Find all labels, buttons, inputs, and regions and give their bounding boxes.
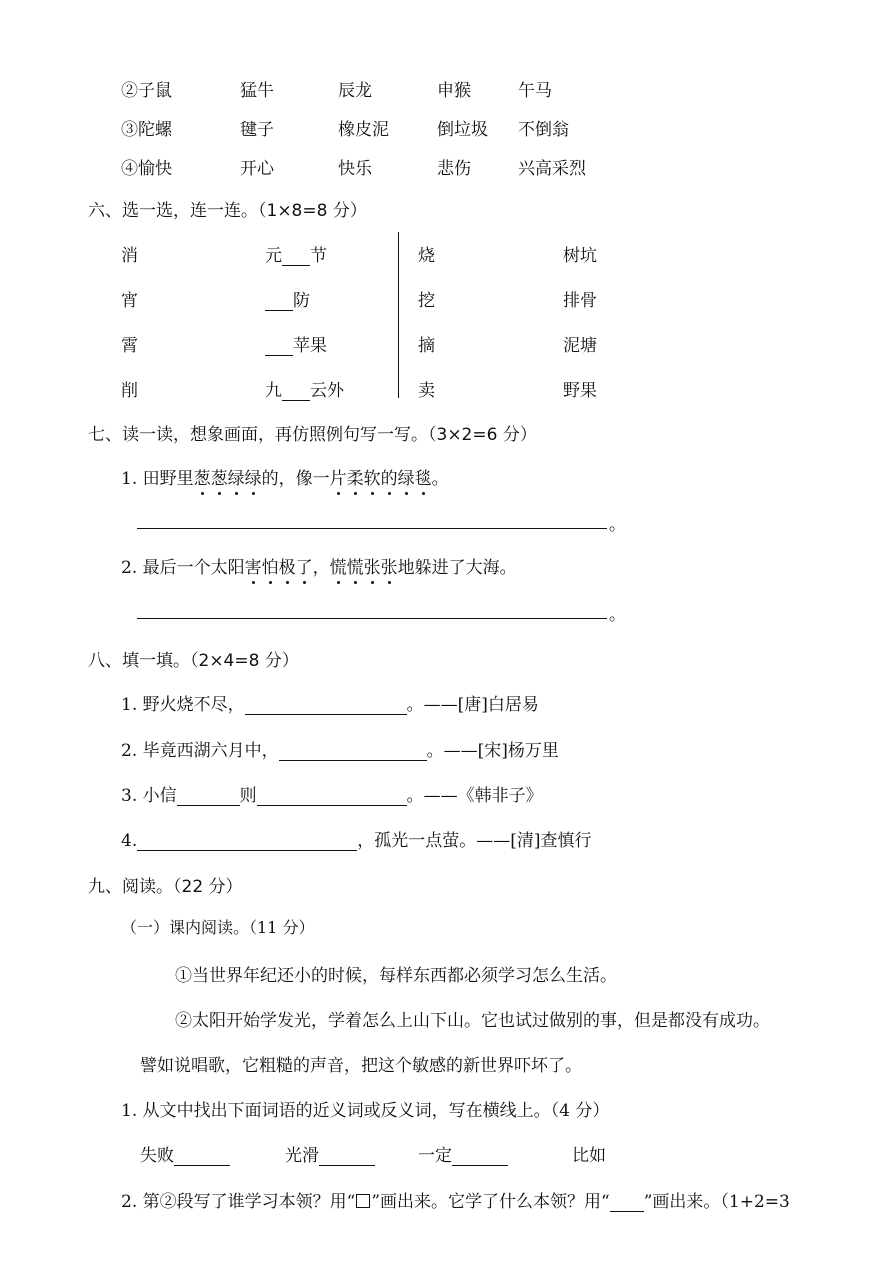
phrase-blank[interactable]: [265, 337, 293, 356]
answer-line-2-period: 。: [609, 605, 626, 625]
phrase-prefix: 九: [265, 381, 282, 401]
match-left-word[interactable]: 削: [121, 381, 138, 401]
match-right-word[interactable]: 烧: [418, 246, 435, 266]
phrase-blank[interactable]: [282, 382, 310, 401]
poem-line-1: [121, 690, 539, 715]
section-8-heading: 八、填一填。（2×4=8 分）: [88, 651, 299, 671]
question-2-text-b: ”画出来。它学了什么本领？用“: [371, 1192, 610, 1212]
match-left-word[interactable]: 宵: [121, 291, 138, 311]
sentence-part: 绿: [397, 469, 415, 489]
word-option[interactable]: 午马: [518, 81, 552, 101]
blank-3b[interactable]: [257, 787, 407, 806]
passage-paragraph-2: ②太阳开始学发光，学着怎么上山下山。它也试过做别的事，但是都没有成功。: [175, 1011, 770, 1031]
sentence-part: 的: [380, 469, 398, 489]
q1-blank-1[interactable]: [174, 1147, 230, 1166]
match-right-word[interactable]: 摘: [418, 336, 435, 356]
poem-line-1-text: 1. 野火烧不尽，: [121, 695, 245, 715]
match-left-phrase[interactable]: [265, 286, 310, 311]
sentence-part: 极: [278, 558, 296, 578]
word-option[interactable]: 毽子: [240, 120, 274, 140]
q1-blank-3[interactable]: [452, 1147, 508, 1166]
sentence-part: 葱: [210, 469, 228, 489]
phrase-suffix: 节: [310, 246, 327, 266]
matching-divider: [398, 232, 399, 398]
sentence-part: 毯: [414, 469, 432, 489]
passage-paragraph-2-cont: 譬如说唱歌，它粗糙的声音，把这个敏感的新世界吓坏了。: [140, 1056, 582, 1076]
word-option[interactable]: ②子鼠: [121, 81, 172, 101]
answer-line-1-period: 。: [609, 515, 626, 535]
question-2-text-a: 2. 第②段写了谁学习本领？用“: [121, 1192, 356, 1212]
word-option[interactable]: 兴高采烈: [518, 159, 586, 179]
poem-line-4-source: ，孤光一点萤。——[清]查慎行: [357, 831, 592, 851]
sentence-part: 。: [431, 469, 449, 489]
word-option[interactable]: 辰龙: [338, 81, 372, 101]
word-option[interactable]: 快乐: [338, 159, 372, 179]
match-left-phrase[interactable]: [265, 331, 327, 356]
blank-4[interactable]: [137, 832, 357, 851]
blank-2[interactable]: [279, 742, 427, 761]
word-option[interactable]: 不倒翁: [518, 120, 569, 140]
square-mark-icon: [356, 1194, 370, 1208]
word-option[interactable]: ③陀螺: [121, 120, 172, 140]
word-option[interactable]: 开心: [240, 159, 274, 179]
sentence-part: 慌: [329, 558, 347, 578]
match-right-phrase[interactable]: 野果: [563, 381, 597, 401]
underline-mark: [610, 1193, 644, 1212]
sentence-part: 绿: [227, 469, 245, 489]
match-right-word[interactable]: 挖: [418, 291, 435, 311]
sentence-part: ，: [312, 558, 330, 578]
phrase-blank[interactable]: [282, 247, 310, 266]
sentence-part: 一: [312, 469, 330, 489]
example-sentence-2: [121, 553, 517, 578]
match-right-phrase[interactable]: 排骨: [563, 291, 597, 311]
answer-line-2[interactable]: [137, 618, 607, 619]
poem-line-2-source: 。——[宋]杨万里: [426, 741, 559, 761]
poem-line-3-mid: 则: [239, 786, 257, 806]
q1-blank-2[interactable]: [319, 1147, 375, 1166]
sentence-part: 了: [295, 558, 313, 578]
sentence-part: 怕: [261, 558, 279, 578]
phrase-blank[interactable]: [265, 292, 293, 311]
section-6-heading: 六、选一选，连一连。（1×8=8 分）: [88, 201, 367, 221]
question-2: [121, 1187, 790, 1212]
word-option[interactable]: 橡皮泥: [338, 120, 389, 140]
sentence-part: 慌: [346, 558, 364, 578]
q1-word-2: [285, 1141, 375, 1166]
sentence-part: 柔: [346, 469, 364, 489]
match-left-phrase[interactable]: [265, 241, 327, 266]
word-group-row: [0, 115, 892, 141]
poem-line-4: [121, 826, 592, 851]
sentence-part: 的，像: [261, 469, 313, 489]
poem-line-3-source: 。——《韩非子》: [406, 786, 543, 806]
match-right-phrase[interactable]: 泥塘: [563, 336, 597, 356]
word-option[interactable]: 倒垃圾: [437, 120, 488, 140]
poem-line-2-text: 2. 毕竟西湖六月中，: [121, 741, 279, 761]
sentence-part: 片: [329, 469, 347, 489]
sentence-part: 张: [363, 558, 381, 578]
match-left-word[interactable]: 霄: [121, 336, 138, 356]
phrase-suffix: 防: [293, 291, 310, 311]
poem-line-4-number: 4.: [121, 831, 138, 851]
match-right-phrase[interactable]: 树坑: [563, 246, 597, 266]
example-sentence-1: [121, 464, 449, 489]
sub-section-1: （一）课内阅读。（11 分）: [121, 918, 315, 937]
section-7-heading: 七、读一读，想象画面，再仿照例句写一写。（3×2=6 分）: [88, 425, 537, 445]
question-1: 1. 从文中找出下面词语的近义词或反义词，写在横线上。（4 分）: [121, 1101, 610, 1121]
word-option[interactable]: 悲伤: [437, 159, 471, 179]
question-2-text-c: ”画出来。（1+2=3: [643, 1192, 790, 1212]
q1-word-1-text: 失败: [140, 1146, 174, 1166]
sentence-part: 张: [380, 558, 398, 578]
poem-line-2: [121, 736, 559, 761]
sentence-part: 绿: [244, 469, 262, 489]
sentence-part: 害: [244, 558, 262, 578]
word-group-row: [0, 76, 892, 102]
q1-word-4: [572, 1141, 606, 1166]
match-right-word[interactable]: 卖: [418, 381, 435, 401]
blank-3a[interactable]: [177, 787, 240, 806]
phrase-suffix: 苹果: [293, 336, 327, 356]
poem-line-1-source: 。——[唐]白居易: [406, 695, 539, 715]
q1-word-3: [418, 1141, 508, 1166]
word-option[interactable]: ④愉快: [121, 159, 172, 179]
blank-1[interactable]: [245, 696, 407, 715]
q1-word-3-text: 一定: [418, 1146, 452, 1166]
poem-line-3: [121, 781, 543, 806]
sentence-part: 葱: [193, 469, 211, 489]
phrase-suffix: 云外: [310, 381, 344, 401]
phrase-prefix: 元: [265, 246, 282, 266]
q1-word-4-text: 比如: [572, 1146, 606, 1166]
q1-word-1: [140, 1141, 230, 1166]
match-left-phrase[interactable]: [265, 376, 344, 401]
q1-word-2-text: 光滑: [285, 1146, 319, 1166]
sentence-part: 2. 最后一个太阳: [121, 558, 245, 578]
sentence-part: 地躲进了大海。: [397, 558, 517, 578]
poem-line-3-text: 3. 小信: [121, 786, 177, 806]
sentence-part: 软: [363, 469, 381, 489]
section-9-heading: 九、阅读。（22 分）: [88, 877, 243, 897]
word-group-row: [0, 154, 892, 180]
passage-paragraph-1: ①当世界年纪还小的时候，每样东西都必须学习怎么生活。: [175, 966, 617, 986]
word-option[interactable]: 申猴: [437, 81, 471, 101]
word-option[interactable]: 猛牛: [240, 81, 274, 101]
sentence-part: 1. 田野里: [121, 469, 194, 489]
answer-line-1[interactable]: [137, 528, 607, 529]
match-left-word[interactable]: 消: [121, 246, 138, 266]
